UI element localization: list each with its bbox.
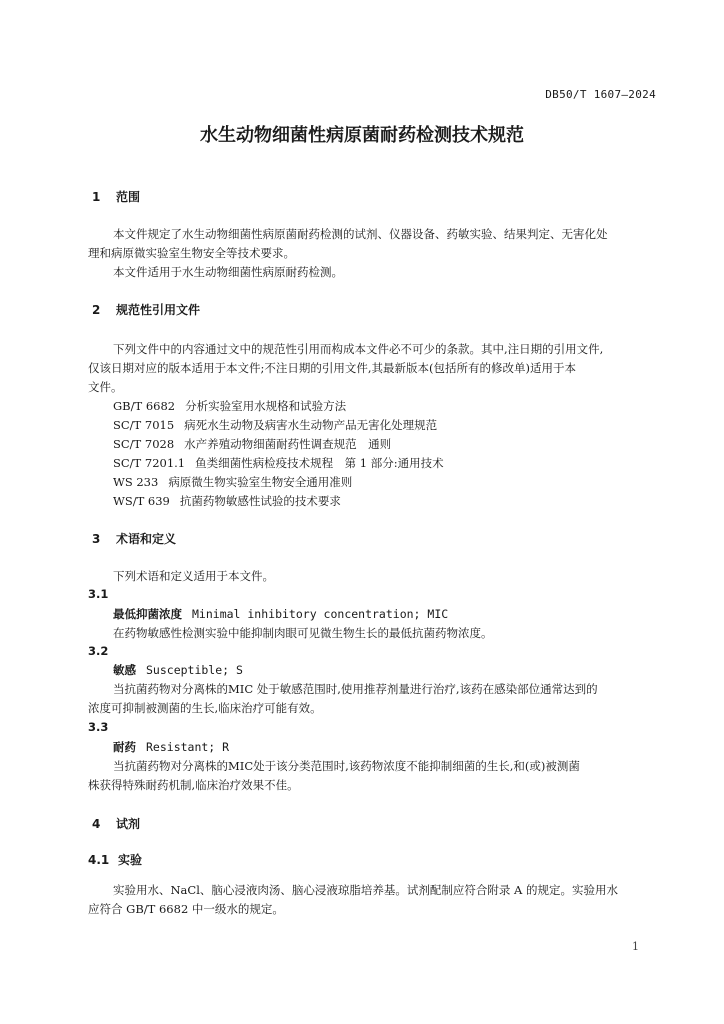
term-definition: 株获得特殊耐药机制,临床治疗效果不佳。 (88, 778, 299, 792)
reference-code: GB/T 6682 (113, 399, 176, 413)
section-heading-terms (92, 530, 176, 547)
section-number: 1 (92, 190, 101, 204)
document-title: 水生动物细菌性病原菌耐药检测技术规范 (200, 125, 524, 146)
term-definition: 当抗菌药物对分离株的MIC 处于敏感范围时,使用推荐剂量进行治疗,该药在感染部位通常达到的 (113, 682, 598, 696)
page-number: 1 (632, 940, 639, 953)
subsection-heading (88, 851, 142, 868)
paragraph-line: 下列文件中的内容通过文中的规范性引用而构成本文件必不可少的条款。其中,注日期的引用文件, (113, 342, 604, 356)
reference-code: WS 233 (113, 475, 159, 489)
reference-title: 鱼类细菌性病检疫技术规程 第 1 部分:通用技术 (195, 456, 444, 470)
term-entry (113, 662, 243, 678)
term-name-en: Resistant; R (146, 740, 230, 754)
reference-item (113, 436, 391, 452)
section-title: 规范性引用文件 (116, 303, 201, 317)
term-name-zh: 敏感 (113, 663, 136, 677)
term-name-en: Minimal inhibitory concentration; MIC (192, 607, 449, 621)
section-heading-reagents (92, 815, 140, 832)
paragraph-line: 文件。 (88, 380, 123, 394)
paragraph-line: 下列术语和定义适用于本文件。 (113, 569, 274, 583)
reference-item (113, 474, 352, 490)
reference-code: SC/T 7201.1 (113, 456, 186, 470)
section-title: 术语和定义 (116, 532, 177, 546)
term-entry (113, 606, 448, 622)
section-number: 4 (92, 817, 101, 831)
section-number: 3 (92, 532, 101, 546)
reference-title: 病死水生动物及病害水生动物产品无害化处理规范 (184, 418, 438, 432)
reference-title: 水产养殖动物细菌耐药性调查规范 通则 (184, 437, 392, 451)
reference-code: SC/T 7015 (113, 418, 175, 432)
subsection-number: 4.1 (88, 853, 110, 867)
term-name-en: Susceptible; S (146, 663, 243, 677)
reference-code: SC/T 7028 (113, 437, 175, 451)
subsection-title: 实验 (118, 853, 143, 867)
term-entry (113, 739, 229, 755)
section-heading-references (92, 301, 200, 318)
document-code: DB50/T 1607—2024 (545, 88, 656, 101)
section-number: 2 (92, 303, 101, 317)
reference-item (113, 417, 437, 433)
term-number: 3.1 (88, 587, 109, 601)
paragraph-line: 本文件适用于水生动物细菌性病原耐药检测。 (113, 265, 343, 279)
reference-code: WS/T 639 (113, 494, 170, 508)
reference-item (113, 493, 341, 509)
term-definition: 在药物敏感性检测实验中能抑制肉眼可见微生物生长的最低抗菌药物浓度。 (113, 626, 493, 640)
term-definition: 浓度可抑制被测菌的生长,临床治疗可能有效。 (88, 701, 322, 715)
term-number: 3.3 (88, 720, 109, 734)
reference-title: 抗菌药物敏感性试验的技术要求 (179, 494, 341, 508)
paragraph-line: 应符合 GB/T 6682 中一级水的规定。 (88, 902, 284, 916)
term-name-zh: 耐药 (113, 740, 136, 754)
term-number: 3.2 (88, 644, 109, 658)
paragraph-line: 理和病原微实验室生物安全等技术要求。 (88, 246, 295, 260)
term-name-zh: 最低抑菌浓度 (113, 607, 182, 621)
section-title: 试剂 (116, 817, 141, 831)
paragraph-line: 仅该日期对应的版本适用于本文件;不注日期的引用文件,其最新版本(包括所有的修改单)适用于本 (88, 361, 576, 375)
term-definition: 当抗菌药物对分离株的MIC处于该分类范围时,该药物浓度不能抑制细菌的生长,和(或)被测菌 (113, 759, 580, 773)
paragraph-line: 本文件规定了水生动物细菌性病原菌耐药检测的试剂、仪器设备、药敏实验、结果判定、无害化处 (113, 227, 608, 241)
reference-title: 分析实验室用水规格和试验方法 (185, 399, 347, 413)
reference-title: 病原微生物实验室生物安全通用准则 (168, 475, 353, 489)
reference-item (113, 455, 444, 471)
section-title: 范围 (116, 190, 141, 204)
reference-item (113, 398, 346, 414)
paragraph-line: 实验用水、NaCl、脑心浸液肉汤、脑心浸液琼脂培养基。试剂配制应符合附录 A 的规定。实验用水 (113, 883, 619, 897)
section-heading-scope (92, 188, 140, 205)
